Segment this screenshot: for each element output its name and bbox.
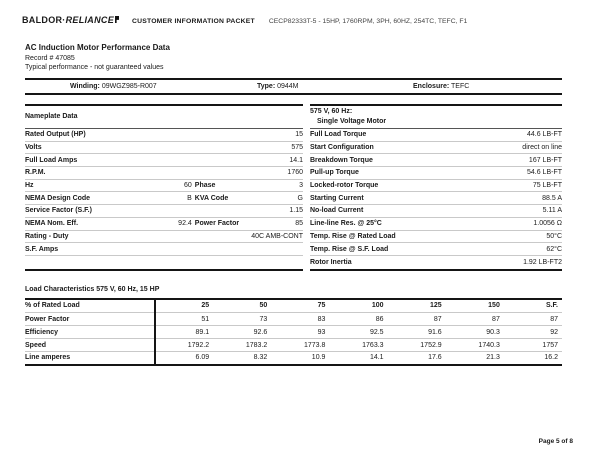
nameplate-row bbox=[25, 129, 303, 142]
cell-value: 73 bbox=[213, 313, 271, 326]
cell-value: 92.6 bbox=[213, 326, 271, 339]
row-label: Pull-up Torque bbox=[310, 169, 359, 177]
row-label: Volts bbox=[25, 144, 42, 152]
row-value: 54.6 LB-FT bbox=[526, 169, 562, 177]
cell-value: 1773.8 bbox=[271, 339, 329, 352]
nameplate-row bbox=[25, 154, 303, 167]
voltage-row bbox=[310, 218, 562, 231]
column-header: 150 bbox=[446, 299, 504, 313]
cell-value: 16.2 bbox=[544, 354, 558, 362]
voltage-title-line2: Single Voltage Motor bbox=[317, 118, 387, 125]
row-value: 1.15 bbox=[289, 207, 303, 215]
row-label: Service Factor (S.F.) bbox=[25, 207, 92, 215]
cell-value: 6.09 bbox=[195, 354, 210, 362]
nameplate-section bbox=[25, 104, 562, 271]
cell-value: 90.3 bbox=[446, 326, 504, 339]
cell-value: 92.5 bbox=[329, 326, 387, 339]
row-pair bbox=[25, 220, 192, 227]
row-label: Speed bbox=[25, 339, 155, 352]
nameplate-row bbox=[25, 180, 303, 193]
column-header: 75 bbox=[271, 299, 329, 313]
nameplate-title-text: Nameplate Data bbox=[25, 113, 78, 120]
cell-value: 51 bbox=[155, 313, 213, 326]
cell-value: 8.32 bbox=[253, 354, 268, 362]
nameplate-row bbox=[25, 231, 303, 244]
logo-baldor: BALDOR bbox=[22, 15, 63, 25]
enclosure-value: TEFC bbox=[451, 83, 470, 90]
row-label: R.P.M. bbox=[25, 169, 46, 177]
cell-value: 87 bbox=[446, 313, 504, 326]
cell-value: 91.6 bbox=[388, 326, 446, 339]
type-label: Type: bbox=[257, 83, 276, 90]
voltage-row bbox=[310, 167, 562, 180]
row-value: 88.5 A bbox=[542, 194, 562, 202]
row-label: Temp. Rise @ Rated Load bbox=[310, 232, 396, 240]
row-label: Power Factor bbox=[194, 220, 240, 228]
row-pair bbox=[25, 195, 192, 202]
row-value: 15 bbox=[295, 131, 303, 139]
row-label: Line amperes bbox=[25, 352, 155, 365]
row-value: B bbox=[187, 194, 192, 202]
row-label: S.F. Amps bbox=[25, 245, 59, 253]
row-value: 44.6 LB-FT bbox=[526, 131, 562, 139]
row-value: 575 bbox=[291, 144, 303, 152]
row-value: 167 LB-FT bbox=[528, 156, 562, 164]
voltage-row bbox=[310, 154, 562, 167]
packet-title: CUSTOMER INFORMATION PACKET bbox=[132, 18, 255, 25]
row-label: Rated Output (HP) bbox=[25, 131, 86, 139]
voltage-row bbox=[310, 192, 562, 205]
column-header: 100 bbox=[329, 299, 387, 313]
cell-value: 1792.2 bbox=[155, 339, 213, 352]
cell-value: 92 bbox=[504, 326, 562, 339]
cell-value: 93 bbox=[271, 326, 329, 339]
row-label: Power Factor bbox=[25, 313, 155, 326]
logo-reliance: RELIANCE bbox=[65, 15, 115, 25]
nameplate-title bbox=[25, 106, 303, 129]
load-characteristics-title: Load Characteristics 575 V, 60 Hz, 15 HP bbox=[25, 285, 160, 293]
type-field bbox=[257, 83, 413, 90]
row-value: 75 LB-FT bbox=[532, 182, 562, 190]
row-label: Rotor Inertia bbox=[310, 258, 352, 266]
cell-value: 21.3 bbox=[486, 354, 500, 362]
nameplate-row bbox=[25, 192, 303, 205]
voltage-row bbox=[310, 180, 562, 193]
table-row bbox=[25, 339, 562, 352]
row-pair bbox=[192, 195, 303, 202]
column-header: 125 bbox=[388, 299, 446, 313]
page-header bbox=[22, 15, 570, 25]
cell-value: 17.6 bbox=[428, 354, 442, 362]
row-value: direct on line bbox=[522, 144, 562, 152]
logo-dot: · bbox=[62, 15, 66, 25]
enclosure-label: Enclosure: bbox=[413, 83, 450, 90]
voltage-row bbox=[310, 243, 562, 256]
voltage-title bbox=[310, 106, 562, 129]
cell-value: 1783.2 bbox=[213, 339, 271, 352]
motor-spec-line: CECP82333T-5 - 15HP, 1760RPM, 3PH, 60HZ, 254TC, TEFC, F1 bbox=[268, 18, 468, 25]
winding-bar bbox=[25, 78, 562, 95]
row-value: 1760 bbox=[287, 169, 303, 177]
winding-label: Winding: bbox=[70, 83, 100, 90]
record-number: Record # 47085 bbox=[25, 54, 75, 62]
logo-mark-icon bbox=[115, 16, 119, 23]
nameplate-row bbox=[25, 243, 303, 256]
cell-value: 1752.9 bbox=[388, 339, 446, 352]
row-value: 85 bbox=[295, 220, 303, 228]
row-value: 62°C bbox=[546, 245, 562, 253]
table-row bbox=[25, 313, 562, 326]
row-value: 92.4 bbox=[178, 220, 192, 228]
cell-value: 1757 bbox=[504, 339, 562, 352]
winding-field bbox=[70, 83, 257, 90]
row-value: G bbox=[297, 194, 303, 202]
voltage-row bbox=[310, 231, 562, 244]
cell-value: 1740.3 bbox=[446, 339, 504, 352]
row-label: KVA Code bbox=[194, 194, 229, 202]
row-value: 1.0056 Ω bbox=[533, 220, 562, 228]
type-value: 0944M bbox=[277, 83, 299, 90]
row-label: Hz bbox=[25, 182, 34, 190]
voltage-row bbox=[310, 129, 562, 142]
cell-value: 87 bbox=[388, 313, 446, 326]
row-label: Rating - Duty bbox=[25, 232, 69, 240]
nameplate-row bbox=[25, 205, 303, 218]
cell-value: 86 bbox=[329, 313, 387, 326]
row-label: Phase bbox=[194, 182, 216, 190]
cell-value: 1763.3 bbox=[329, 339, 387, 352]
cell-value: 89.1 bbox=[155, 326, 213, 339]
load-characteristics-table bbox=[25, 298, 562, 366]
nameplate-data-box bbox=[25, 104, 303, 271]
row-label: Efficiency bbox=[25, 326, 155, 339]
row-value: 60 bbox=[184, 182, 192, 190]
row-label: Temp. Rise @ S.F. Load bbox=[310, 245, 389, 253]
nameplate-row bbox=[25, 167, 303, 180]
column-header: 25 bbox=[155, 299, 213, 313]
column-header: % of Rated Load bbox=[25, 299, 155, 313]
voltage-row bbox=[310, 256, 562, 269]
nameplate-row bbox=[25, 218, 303, 231]
row-value: 5.11 A bbox=[542, 207, 562, 215]
row-label: Locked-rotor Torque bbox=[310, 182, 379, 190]
table-row bbox=[25, 352, 562, 365]
table-row bbox=[25, 326, 562, 339]
nameplate-row bbox=[25, 142, 303, 155]
document-title: AC Induction Motor Performance Data bbox=[25, 43, 170, 52]
voltage-row bbox=[310, 205, 562, 218]
cell-value: 10.9 bbox=[311, 354, 326, 362]
row-value: 1.92 LB-FT2 bbox=[523, 258, 562, 266]
row-label: Full Load Amps bbox=[25, 156, 78, 164]
row-label: Breakdown Torque bbox=[310, 156, 373, 164]
row-label: Line-line Res. @ 25°C bbox=[310, 220, 382, 228]
voltage-title-line1: 575 V, 60 Hz: bbox=[310, 108, 353, 115]
row-pair bbox=[192, 182, 303, 189]
baldor-reliance-logo bbox=[22, 15, 119, 25]
row-label: Start Configuration bbox=[310, 144, 374, 152]
cell-value: 83 bbox=[271, 313, 329, 326]
row-label: Starting Current bbox=[310, 194, 364, 202]
row-value: 3 bbox=[299, 182, 303, 190]
table-header-row bbox=[25, 299, 562, 313]
cell-value: 87 bbox=[504, 313, 562, 326]
page-number: Page 5 of 8 bbox=[538, 438, 573, 445]
winding-value: 09WGZ985-R007 bbox=[101, 83, 157, 90]
cell-value: 14.1 bbox=[369, 354, 384, 362]
disclaimer-note: Typical performance - not guaranteed values bbox=[25, 64, 164, 71]
row-label: Full Load Torque bbox=[310, 131, 367, 139]
row-label: NEMA Nom. Eff. bbox=[25, 220, 79, 228]
row-value: 50°C bbox=[546, 232, 562, 240]
column-header: 50 bbox=[213, 299, 271, 313]
enclosure-field bbox=[413, 83, 562, 90]
load-characteristics-section bbox=[25, 286, 562, 366]
row-label: No-load Current bbox=[310, 207, 364, 215]
document-title-block bbox=[25, 43, 562, 71]
row-value: 40C AMB-CONT bbox=[251, 232, 303, 240]
voltage-data-box bbox=[310, 104, 562, 271]
voltage-row bbox=[310, 142, 562, 155]
row-pair bbox=[192, 220, 303, 227]
row-pair bbox=[25, 182, 192, 189]
row-value: 14.1 bbox=[289, 156, 303, 164]
row-label: NEMA Design Code bbox=[25, 194, 91, 202]
column-header: S.F. bbox=[504, 299, 562, 313]
